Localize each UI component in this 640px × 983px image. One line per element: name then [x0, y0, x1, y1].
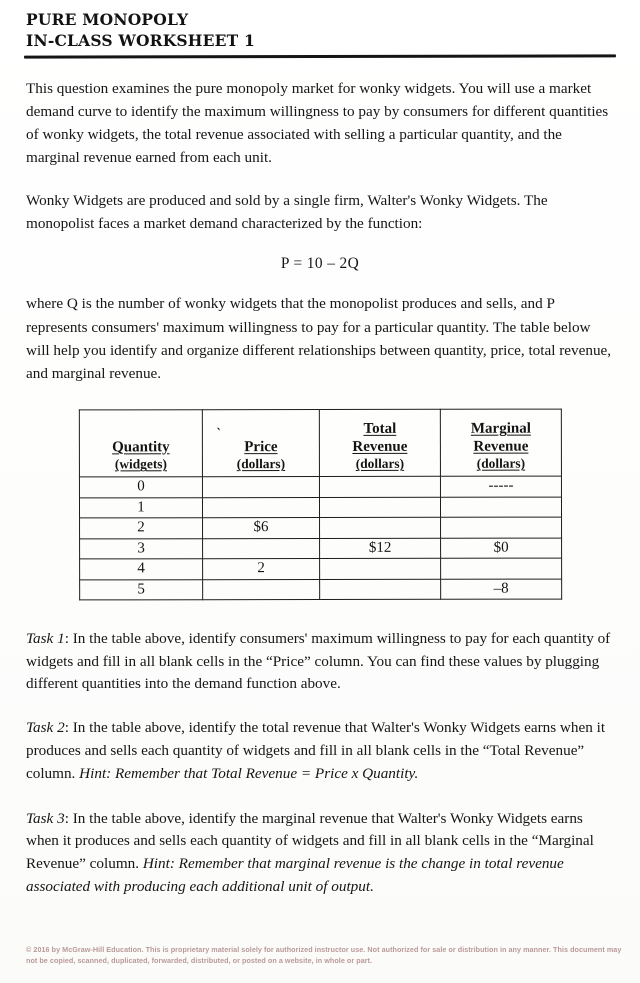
table-row: [79, 496, 561, 517]
column-header-marginal-revenue-unit: (dollars): [476, 455, 525, 471]
cell-quantity: 3: [79, 538, 202, 559]
cell-total-revenue[interactable]: [319, 579, 440, 600]
stray-pen-mark-icon: `: [212, 425, 222, 443]
cell-marginal-revenue[interactable]: [440, 517, 561, 538]
document-header: [26, 10, 618, 52]
task-2-hint: Hint: Remember that Total Revenue = Price x Quantity.: [79, 764, 419, 782]
table-header-row: [79, 409, 561, 477]
column-header-quantity: [79, 409, 202, 476]
task-2-text: : In the table above, identify the total revenue that Walter's Wonky Widgets earns when it produces and sells each quantity of widgets and fill in all blank cells in the “Total Revenue” column.: [26, 719, 606, 782]
cell-price[interactable]: [202, 476, 319, 497]
cell-price[interactable]: [202, 538, 319, 559]
column-header-total-revenue: [319, 409, 440, 476]
revenue-table-container: [22, 409, 618, 600]
column-header-price-unit: (dollars): [236, 456, 285, 472]
cell-price[interactable]: [202, 497, 319, 518]
column-header-price-label: Price: [243, 438, 278, 455]
column-header-total-revenue-label-top: Total: [362, 420, 396, 437]
cell-total-revenue[interactable]: [319, 476, 440, 497]
page-title-line-1: PURE MONOPOLY: [26, 10, 189, 29]
cell-quantity: 0: [79, 476, 202, 497]
task-3-hint: Hint: Remember that marginal revenue is the change in total revenue associated with producing each additional unit of output.: [26, 855, 564, 895]
column-header-quantity-unit: (widgets): [114, 456, 167, 472]
task-3: [26, 808, 618, 899]
table-row: [79, 578, 561, 599]
table-body: [79, 476, 561, 600]
cell-total-revenue[interactable]: [319, 517, 440, 538]
copyright-footer: © 2016 by McGraw-Hill Education. This is proprietary material solely for authorized instructor use. Not authorized for sale or distribution in any manner. This document may not be copied, scanned, duplicated, forwarded, distributed, or posted on a website, in whole or part.: [26, 944, 622, 966]
table-row: [79, 517, 561, 538]
cell-quantity: 1: [79, 497, 202, 518]
table-row: [79, 537, 561, 558]
header-divider: [24, 54, 616, 58]
cell-quantity: 2: [79, 517, 202, 538]
cell-price[interactable]: [202, 579, 319, 600]
task-2: [26, 717, 618, 785]
cell-marginal-revenue[interactable]: –8: [440, 578, 561, 599]
page-title-line-2: IN-CLASS WORKSHEET 1: [26, 30, 255, 50]
cell-marginal-revenue[interactable]: $0: [440, 537, 561, 558]
cell-quantity: 5: [79, 579, 202, 600]
column-header-total-revenue-unit: (dollars): [355, 455, 404, 472]
table-row: [79, 558, 561, 579]
cell-total-revenue[interactable]: [319, 497, 440, 518]
cell-quantity: 4: [79, 558, 202, 579]
column-header-marginal-revenue: [440, 409, 561, 476]
cell-total-revenue[interactable]: [319, 558, 440, 579]
table-row: [79, 476, 561, 497]
task-3-label: Task 3: [26, 809, 65, 827]
cell-total-revenue[interactable]: $12: [319, 538, 440, 559]
revenue-table: [78, 408, 561, 600]
task-1: [26, 628, 618, 696]
cell-price[interactable]: 2: [202, 558, 319, 579]
demand-equation: P = 10 – 2Q: [280, 255, 360, 273]
cell-marginal-revenue[interactable]: [440, 558, 561, 579]
intro-paragraph: This question examines the pure monopoly market for wonky widgets. You will use a market demand curve to identify the maximum willingness to pay by consumers for different quantities of wonky widgets, the total revenue associated with selling a particular quantity, and the marginal revenue earned from each unit.: [26, 79, 609, 167]
cell-marginal-revenue[interactable]: -----: [440, 476, 561, 497]
column-header-marginal-revenue-label-top: Marginal: [470, 420, 531, 437]
task-1-text: : In the table above, identify consumers' maximum willingness to pay for each quantity of widgets and fill in all blank cells in the “Price” column. You can find these values by plugging different quantities into the demand function above.: [26, 629, 611, 693]
cell-price[interactable]: $6: [202, 517, 319, 538]
cell-marginal-revenue[interactable]: [440, 496, 561, 517]
column-header-quantity-label: Quantity: [111, 438, 170, 455]
column-header-total-revenue-label: Revenue: [351, 438, 407, 455]
task-2-label: Task 2: [26, 719, 65, 737]
task-3-text: : In the table above, identify the marginal revenue that Walter's Wonky Widgets earns when it produces and sells each quantity of widgets and fill in all blank cells in the “Marginal Revenue” column.: [26, 809, 594, 873]
task-1-label: Task 1: [26, 629, 65, 647]
where-paragraph: where Q is the number of wonky widgets that the monopolist produces and sells, and P represents consumers' maximum willingness to pay for a particular quantity. The table below will help you identify and organize different relationships between quantity, price, total revenue, and marginal revenue.: [26, 295, 612, 382]
table-header: [79, 409, 561, 477]
column-header-price: [202, 409, 319, 476]
firm-paragraph: Wonky Widgets are produced and sold by a single firm, Walter's Wonky Widgets. The monopolist faces a market demand characterized by the function:: [26, 192, 548, 233]
column-header-marginal-revenue-label: Revenue: [472, 438, 528, 455]
